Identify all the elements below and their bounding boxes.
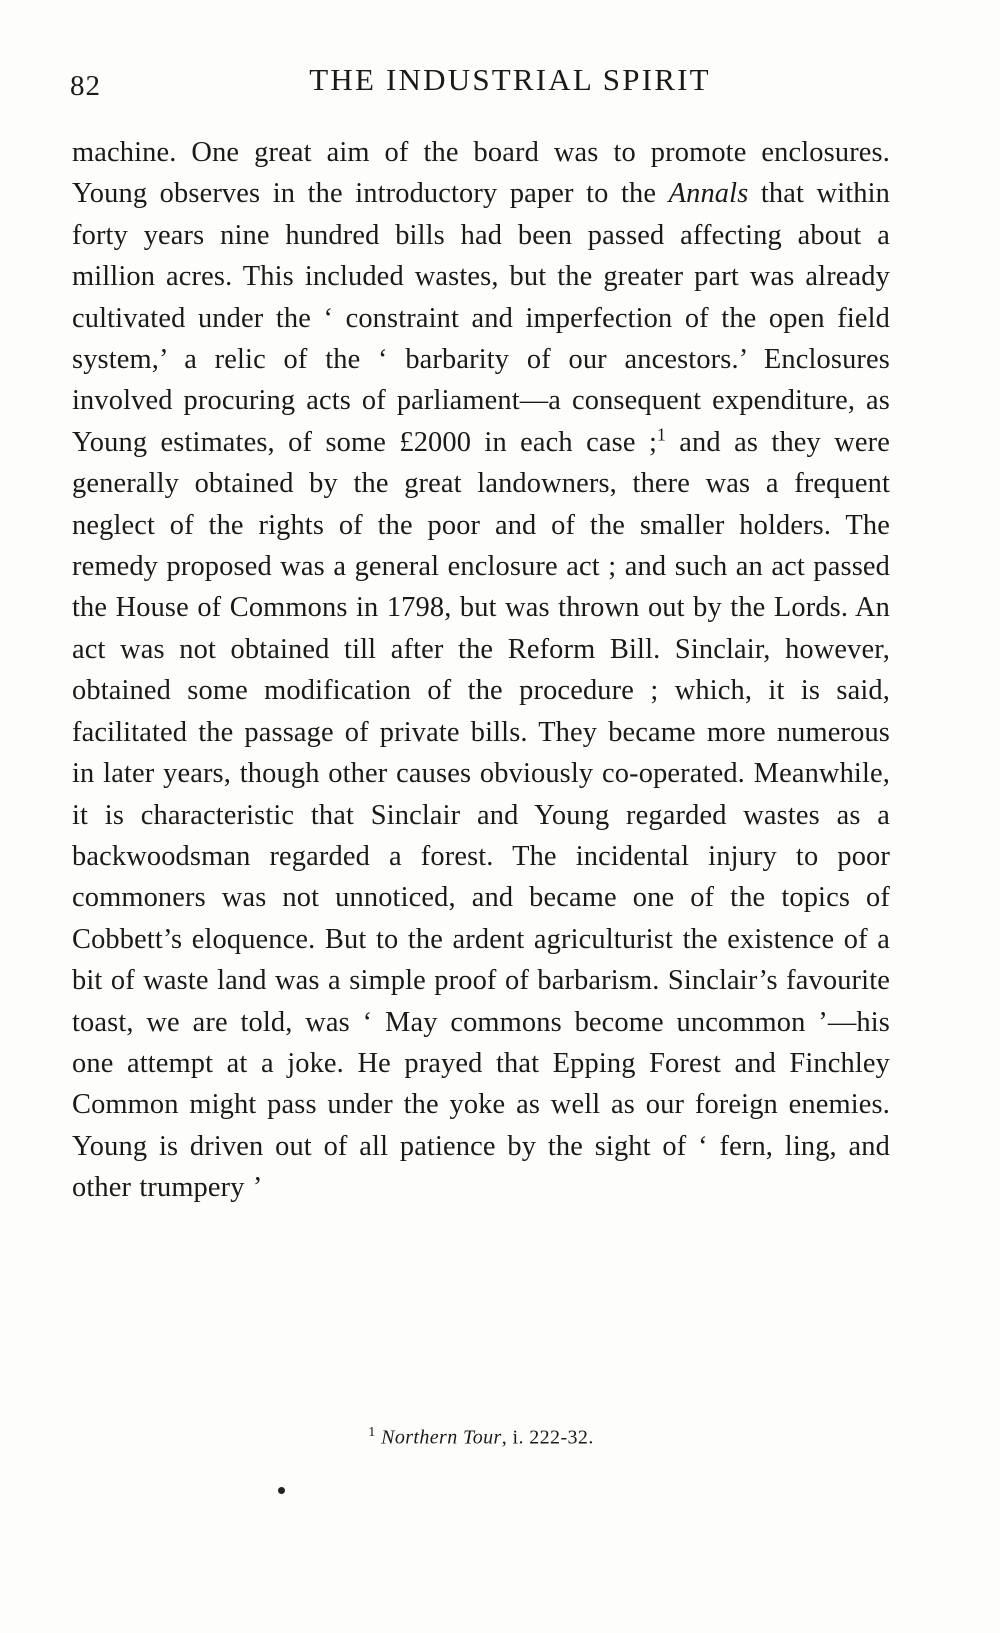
paragraph xyxy=(72,132,890,1209)
footnote-citation: , i. 222-32. xyxy=(501,1426,594,1449)
italic-work-title: Annals xyxy=(668,178,749,210)
footnote xyxy=(72,1425,890,1450)
paragraph-segment-1: machine. One great aim of the board was to promote enclosures. Young observes in the introductory paper to the xyxy=(72,137,890,210)
paragraph-segment-2: that within forty years nine hundred bills had been passed affecting about a million acres. This included wastes, but the greater part was already cultivated under the ‘ constraint and imperfection of the open field system,’ a relic of the ‘ barbarity of our ancestors.’ Enclosures involved procuring acts of parliament—a consequent expenditure, as Young estimates, of some £2000 in each case ; xyxy=(72,178,890,458)
footnote-source-title: Northern Tour xyxy=(381,1426,502,1449)
ink-mark xyxy=(278,1487,285,1494)
footnote-reference-marker: 1 xyxy=(656,424,666,445)
page-header xyxy=(70,62,930,108)
body-text xyxy=(72,132,890,1209)
footnote-marker: 1 xyxy=(368,1425,376,1440)
running-title: THE INDUSTRIAL SPIRIT xyxy=(309,62,711,97)
paragraph-segment-3: and as they were generally obtained by the great landowners, there was a frequent neglect of the rights of the poor and of the smaller holders. The remedy proposed was a general enclosure act ; and such an act passed the House of Commons in 1798, but was thrown out by the Lords. An act was not obtained till after the Reform Bill. Sinclair, however, obtained some modification of the procedure ; which, it is said, facilitated the passage of private bills. They became more numerous in later years, though other causes obviously co-operated. Meanwhile, it is characteristic that Sinclair and Young regarded wastes as a backwoodsman regarded a forest. The incidental injury to poor commoners was not unnoticed, and became one of the topics of Cobbett’s eloquence. But to the ardent agriculturist the existence of a bit of waste land was a simple proof of barbarism. Sinclair’s favourite toast, we are told, was ‘ May commons become uncommon ’—his one attempt at a joke. He prayed that Epping Forest and Finchley Common might pass under the yoke as well as our foreign enemies. Young is driven out of all patience by the sight of ‘ fern, ling, and other trumpery ’ xyxy=(72,426,891,1204)
page-number: 82 xyxy=(70,70,101,102)
